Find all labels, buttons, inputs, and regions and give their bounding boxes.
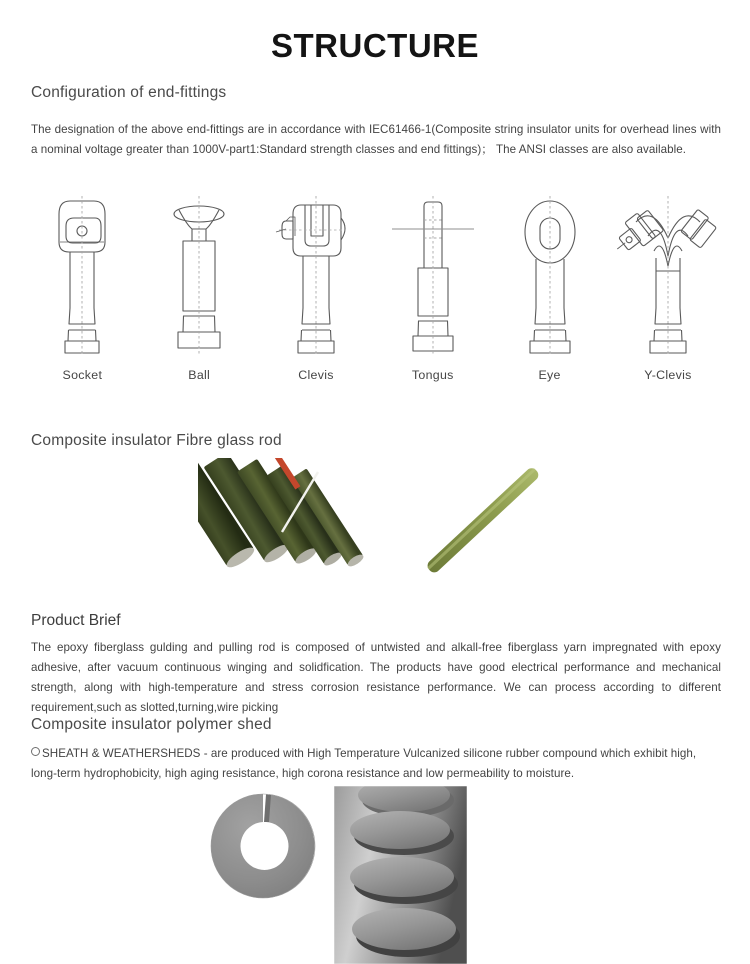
fiberglass-rod-bundle-photo: [198, 458, 370, 590]
fitting-clevis: [258, 196, 375, 382]
eye-fitting-diagram: [507, 196, 593, 356]
fibre-glass-rod-photos: [0, 458, 750, 600]
fiberglass-rod-single-photo: [398, 460, 570, 580]
ball-fitting-diagram: [156, 196, 242, 356]
fitting-eye: [491, 196, 608, 382]
fitting-socket: [24, 196, 141, 382]
socket-fitting-diagram: [39, 196, 125, 356]
ring-bullet-icon: [31, 747, 40, 756]
polymer-shed-photos: [0, 786, 750, 964]
polymer-shed-paragraph-wrap: [31, 744, 721, 784]
tongus-fitting-diagram: [390, 196, 476, 356]
section-heading-configuration: Configuration of end-fittings: [31, 84, 227, 101]
polymer-shed-paragraph: SHEATH & WEATHERSHEDS - are produced with High Temperature Vulcanized silicone rubber compound which exhibit high, long-term hydrophobicity, high aging resistance, high corona resistance and low permeability to moisture.: [31, 747, 697, 780]
product-brief-paragraph: The epoxy fiberglass gulding and pulling rod is composed of untwisted and alkall-free fiberglass yarn impregnated with epoxy adhesive, after vacuum continuous winging and solidfication. The products have good electrical performance and mechanical strength, along with high-temperature and stress corrosion resistance performance. We can process according to different requirement,such as slotted,turning,wire picking: [31, 641, 721, 714]
fitting-label: Socket: [62, 368, 103, 382]
fitting-label: Y-Clevis: [644, 368, 692, 382]
section-heading-fibre-glass-rod: Composite insulator Fibre glass rod: [31, 432, 282, 449]
y-clevis-fitting-diagram: [608, 196, 728, 356]
fitting-tongus: [374, 196, 491, 382]
fitting-y-clevis: [608, 196, 728, 382]
fitting-label: Eye: [538, 368, 561, 382]
fitting-label: Clevis: [298, 368, 334, 382]
silicone-rubber-shed-stack-photo: [334, 786, 467, 964]
end-fittings-diagram-row: [24, 186, 728, 382]
silicone-rubber-shed-disc-photo: [203, 786, 323, 906]
fitting-ball: [141, 196, 258, 382]
fitting-label: Tongus: [411, 368, 454, 382]
clevis-fitting-diagram: [273, 196, 359, 356]
configuration-paragraph: The designation of the above end-fittings are in accordance with IEC61466-1(Composite string insulator units for overhead lines with a nominal voltage greater than 1000V-part1:Standard strength classes and end fittings)； The ANSI classes are also available.: [31, 123, 721, 156]
section-heading-product-brief: Product Brief: [31, 612, 121, 629]
section-heading-polymer-shed: Composite insulator polymer shed: [31, 716, 272, 733]
page-title: STRUCTURE: [271, 27, 479, 64]
fitting-label: Ball: [188, 368, 211, 382]
